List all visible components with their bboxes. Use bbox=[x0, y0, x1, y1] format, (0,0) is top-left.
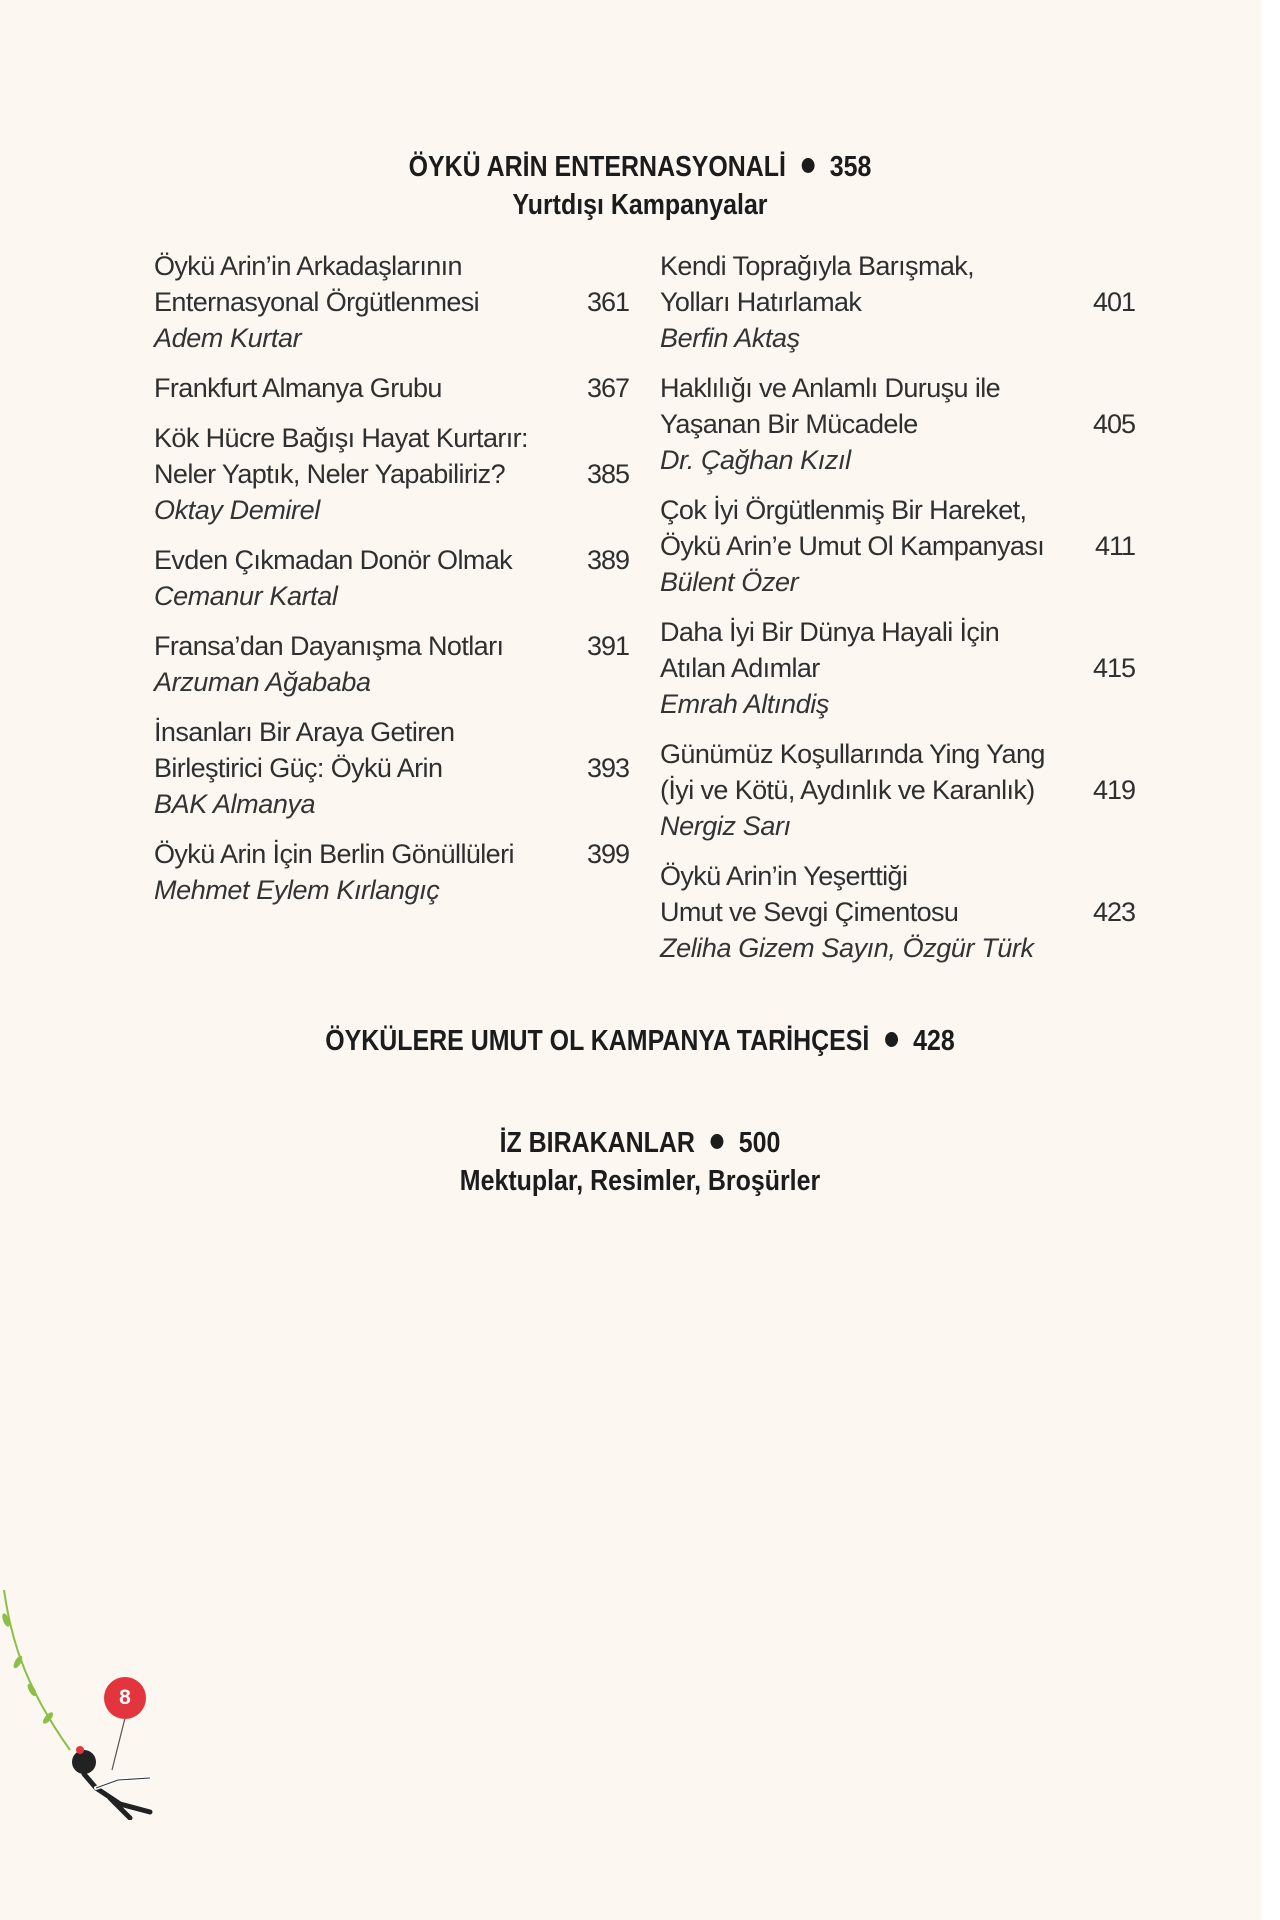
toc-entry-title: Öykü Arin İçin Berlin Gönüllüleri bbox=[154, 839, 514, 869]
toc-entry-title: Kök Hücre Bağışı Hayat Kurtarır: bbox=[154, 423, 528, 453]
toc-entry-line bbox=[660, 492, 1135, 528]
toc-entry[interactable] bbox=[660, 370, 1135, 478]
toc-left-column bbox=[154, 248, 629, 922]
toc-entry-title: Frankfurt Almanya Grubu bbox=[154, 373, 442, 403]
toc-entry[interactable] bbox=[154, 836, 629, 908]
toc-entry-line bbox=[154, 628, 629, 664]
toc-entry-page: 415 bbox=[1092, 653, 1135, 683]
toc-entry[interactable] bbox=[660, 614, 1135, 722]
toc-entry[interactable] bbox=[154, 420, 629, 528]
toc-entry-author: Berfin Aktaş bbox=[660, 323, 800, 353]
bullet-icon bbox=[801, 158, 814, 173]
toc-entry-line bbox=[154, 284, 629, 320]
toc-entry[interactable] bbox=[154, 248, 629, 356]
toc-entry-title: Birleştirici Güç: Öykü Arin bbox=[154, 753, 443, 783]
toc-entry-title: Enternasyonal Örgütlenmesi bbox=[154, 287, 480, 317]
toc-entry-line bbox=[660, 284, 1135, 320]
toc-entry-title: Daha İyi Bir Dünya Hayali İçin bbox=[660, 617, 1000, 647]
toc-entry-line bbox=[154, 420, 629, 456]
toc-entry-title: Kendi Toprağıyla Barışmak, bbox=[660, 251, 975, 281]
toc-entry-page: 393 bbox=[586, 753, 629, 783]
page-number-balloon: 8 bbox=[104, 1677, 146, 1719]
toc-entry-title: (İyi ve Kötü, Aydınlık ve Karanlık) bbox=[660, 775, 1035, 805]
balloon-string bbox=[112, 1718, 125, 1770]
girl-with-balloon-on-vine-icon bbox=[0, 1590, 200, 1820]
toc-entry-line bbox=[154, 248, 629, 284]
toc-entry-page: 391 bbox=[586, 631, 629, 661]
toc-entry-line bbox=[154, 542, 629, 578]
toc-entry-page: 419 bbox=[1092, 775, 1135, 805]
section-page: 500 bbox=[738, 1127, 781, 1159]
toc-entry-author: Arzuman Ağababa bbox=[154, 667, 371, 697]
toc-entry-title: Atılan Adımlar bbox=[660, 653, 820, 683]
vine-stem bbox=[4, 1590, 70, 1750]
section-heading-international bbox=[90, 148, 1191, 224]
toc-entry-line bbox=[154, 714, 629, 750]
section-subtitle: Mektuplar, Resimler, Broşürler bbox=[459, 1165, 821, 1197]
toc-right-column bbox=[660, 248, 1135, 980]
toc-entry-line bbox=[660, 528, 1135, 564]
toc-entry-title: Günümüz Koşullarında Ying Yang bbox=[660, 739, 1045, 769]
toc-entry-author: BAK Almanya bbox=[154, 789, 316, 819]
toc-entry-title: Neler Yaptık, Neler Yapabiliriz? bbox=[154, 459, 505, 489]
toc-entry-title: Umut ve Sevgi Çimentosu bbox=[660, 897, 959, 927]
toc-entry-page: 411 bbox=[1094, 531, 1135, 561]
toc-entry-title: Evden Çıkmadan Donör Olmak bbox=[154, 545, 513, 575]
toc-entry[interactable] bbox=[660, 736, 1135, 844]
toc-entry-author: Mehmet Eylem Kırlangıç bbox=[154, 875, 440, 905]
toc-entry[interactable] bbox=[154, 370, 629, 406]
section-subtitle: Yurtdışı Kampanyalar bbox=[512, 189, 768, 221]
toc-entry-title: Yaşanan Bir Mücadele bbox=[660, 409, 918, 439]
toc-entry-author: Bülent Özer bbox=[660, 567, 799, 597]
toc-entry-author: Emrah Altındiş bbox=[660, 689, 829, 719]
toc-entry-author: Dr. Çağhan Kızıl bbox=[660, 445, 851, 475]
section-title: ÖYKÜ ARİN ENTERNASYONALİ bbox=[408, 151, 786, 183]
section-heading-history bbox=[90, 1022, 1191, 1060]
toc-entry-title: Öykü Arin’in Arkadaşlarının bbox=[154, 251, 462, 281]
toc-entry[interactable] bbox=[660, 492, 1135, 600]
toc-entry-page: 385 bbox=[586, 459, 629, 489]
toc-entry-line bbox=[660, 614, 1135, 650]
toc-entry-author: Adem Kurtar bbox=[154, 323, 302, 353]
toc-entry-author: Zeliha Gizem Sayın, Özgür Türk bbox=[660, 933, 1034, 963]
toc-entry-title: İnsanları Bir Araya Getiren bbox=[154, 717, 455, 747]
section-title: İZ BIRAKANLAR bbox=[499, 1127, 695, 1159]
toc-entry-line bbox=[154, 456, 629, 492]
toc-entry-page: 405 bbox=[1092, 409, 1135, 439]
toc-entry-title: Öykü Arin’in Yeşerttiği bbox=[660, 861, 908, 891]
toc-entry-line bbox=[660, 858, 1135, 894]
toc-entry-title: Çok İyi Örgütlenmiş Bir Hareket, bbox=[660, 495, 1027, 525]
toc-entry[interactable] bbox=[660, 858, 1135, 966]
hair-bow bbox=[76, 1746, 84, 1754]
girl-head bbox=[72, 1750, 96, 1774]
toc-entry-title: Haklılığı ve Anlamlı Duruşu ile bbox=[660, 373, 1001, 403]
toc-entry-line bbox=[660, 772, 1135, 808]
toc-entry-page: 361 bbox=[586, 287, 629, 317]
bullet-icon bbox=[885, 1032, 898, 1047]
section-heading-traces bbox=[90, 1124, 1191, 1200]
toc-entry-page: 423 bbox=[1092, 897, 1135, 927]
toc-entry-line bbox=[660, 406, 1135, 442]
toc-entry-author: Cemanur Kartal bbox=[154, 581, 338, 611]
toc-entry-line bbox=[154, 750, 629, 786]
section-page: 428 bbox=[913, 1025, 955, 1057]
toc-entry[interactable] bbox=[154, 714, 629, 822]
toc-entry-page: 399 bbox=[586, 839, 629, 869]
section-title: ÖYKÜLERE UMUT OL KAMPANYA TARİHÇESİ bbox=[325, 1025, 870, 1057]
toc-entry-page: 367 bbox=[586, 373, 629, 403]
page-edge bbox=[1262, 0, 1280, 1920]
toc-entry-author: Nergiz Sarı bbox=[660, 811, 791, 841]
section-page: 358 bbox=[829, 151, 872, 183]
toc-entry-page: 401 bbox=[1092, 287, 1135, 317]
toc-entry-page: 389 bbox=[586, 545, 629, 575]
toc-entry-title: Fransa’dan Dayanışma Notları bbox=[154, 631, 504, 661]
toc-entry-line bbox=[154, 836, 629, 872]
toc-entry-author: Oktay Demirel bbox=[154, 495, 320, 525]
toc-entry[interactable] bbox=[660, 248, 1135, 356]
toc-entry-title: Öykü Arin’e Umut Ol Kampanyası bbox=[660, 531, 1045, 561]
toc-entry-line bbox=[154, 370, 629, 406]
toc-entry[interactable] bbox=[154, 542, 629, 614]
bullet-icon bbox=[710, 1134, 723, 1149]
toc-entry-line bbox=[660, 370, 1135, 406]
toc-entry-line bbox=[660, 248, 1135, 284]
toc-entry[interactable] bbox=[154, 628, 629, 700]
toc-entry-line bbox=[660, 736, 1135, 772]
toc-entry-title: Yolları Hatırlamak bbox=[660, 287, 862, 317]
toc-entry-line bbox=[660, 894, 1135, 930]
toc-entry-line bbox=[660, 650, 1135, 686]
